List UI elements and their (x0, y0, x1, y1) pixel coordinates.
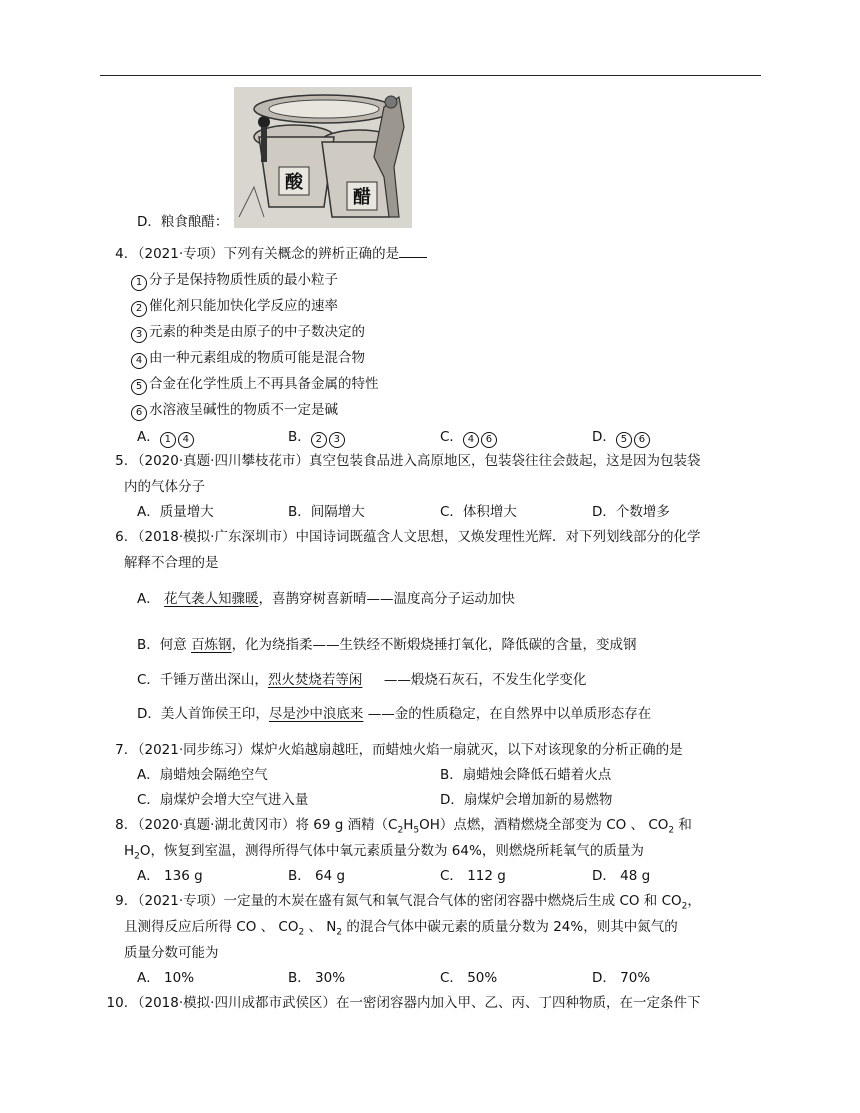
q4-option-c[interactable]: C． 4 6 (440, 428, 499, 448)
q6-stem-line1: （2018·模拟·广东深圳市）中国诗词既蕴含人文思想，又焕发理性光辉．对下列划线部分的化学 (131, 529, 701, 545)
q6-option-c[interactable]: C．千锤万凿出深山，烈火焚烧若等闲 ——煅烧石灰石，不发生化学变化 (137, 672, 587, 688)
q9-option-c[interactable]: C． 50% (440, 970, 498, 986)
q9-stem-line2: 且测得反应后所得 CO 、 $CO_2$ 、 $N_2$ 的混合气体中碳元素的质量分数为 24%，则其中氮气的 (124, 919, 678, 938)
q6-option-d[interactable]: D．美人首饰侯王印，尽是沙中浪底来 ——金的性质稳定，在自然界中以单质形态存在 (137, 706, 652, 722)
q4-option-d[interactable]: D． 5 6 (592, 428, 652, 448)
q8-option-b[interactable]: B． 64 g (288, 868, 346, 884)
q10-stem: （2018·模拟·四川成都市武侯区）在一密闭容器内加入甲、乙、丙、丁四种物质，在一定条件下 (131, 995, 701, 1011)
answer-blank[interactable] (399, 245, 427, 258)
q9-number: 9. (115, 893, 128, 909)
q7-option-a[interactable]: A．扇蜡烛会隔绝空气 (137, 767, 268, 783)
q5-stem-line1: （2020·真题·四川攀枝花市）真空包装食品进入高原地区，包装袋往往会鼓起，这是因为包装袋 (131, 453, 701, 469)
q9-stem-line3: 质量分数可能为 (124, 945, 219, 961)
q6-number: 6. (115, 529, 128, 545)
q4-item-6: 6 水溶液呈碱性的物质不一定是碱 (131, 401, 338, 421)
q8-option-c[interactable]: C． 112 g (440, 868, 506, 884)
q5-option-d[interactable]: D．个数增多 (592, 504, 670, 520)
q6-stem-line2: 解释不合理的是 (124, 555, 219, 571)
q7-option-b[interactable]: B．扇蜡烛会降低石蜡着火点 (440, 767, 612, 783)
q9-stem-line1: （2021·专项）一定量的木炭在盛有氮气和氧气混合气体的密闭容器中燃烧后生成 CO 和 $CO_2$， (131, 893, 701, 912)
q4-item-4: 4 由一种元素组成的物质可能是混合物 (131, 349, 365, 369)
q7-option-d[interactable]: D．扇煤炉会增加新的易燃物 (440, 792, 613, 808)
q5-number: 5. (115, 453, 128, 469)
q6-option-a[interactable]: A． 花气袭人知骤暖，喜鹊穿树喜新晴——温度高分子运动加快 (137, 591, 516, 607)
q7-option-c[interactable]: C．扇煤炉会增大空气进入量 (137, 792, 309, 808)
q4-number: 4. (115, 246, 128, 262)
q5-option-c[interactable]: C．体积增大 (440, 504, 517, 520)
q3-option-d: D．粮食酿醋： (137, 214, 229, 230)
q8-stem-line2: $H_2O$，恢复到室温，测得所得气体中氧元素质量分数为 64%，则燃烧所耗氧气的质量为 (124, 843, 644, 862)
q8-stem-line1: （2020·真题·湖北黄冈市）将 69 g 酒精$(C_2H_5OH)$点燃，酒精燃烧全部变为 CO 、 $CO_2$ 和 (131, 817, 692, 836)
q4-item-5: 5 合金在化学性质上不再具备金属的特性 (131, 375, 379, 395)
header-rule (100, 75, 761, 76)
q9-option-d[interactable]: D． 70% (592, 970, 651, 986)
image-label-2: 醋 (353, 187, 371, 208)
q5-option-a[interactable]: A．质量增大 (137, 504, 214, 520)
q7-number: 7. (115, 742, 128, 758)
q4-option-a[interactable]: A． 1 4 (137, 428, 196, 448)
q4-item-3: 3 元素的种类是由原子的中子数决定的 (131, 323, 365, 343)
q10-number: 10. (106, 995, 128, 1011)
q4-option-b[interactable]: B． 2 3 (288, 428, 347, 448)
vinegar-brewing-illustration (234, 87, 412, 228)
q5-stem-line2: 内的气体分子 (124, 479, 205, 495)
q6-option-b[interactable]: B．何意 百炼钢，化为绕指柔——生铁经不断煅烧捶打氧化，降低碳的含量，变成钢 (137, 637, 637, 653)
q9-option-b[interactable]: B． 30% (288, 970, 346, 986)
q8-option-d[interactable]: D． 48 g (592, 868, 651, 884)
image-label-1: 酸 (285, 172, 303, 193)
q8-option-a[interactable]: A． 136 g (137, 868, 203, 884)
q4-item-2: 2 催化剂只能加快化学反应的速率 (131, 297, 338, 317)
q5-option-b[interactable]: B．间隔增大 (288, 504, 365, 520)
q9-option-a[interactable]: A． 10% (137, 970, 195, 986)
q7-stem: （2021·同步练习）煤炉火焰越扇越旺，而蜡烛火焰一扇就灭，以下对该现象的分析正确的是 (131, 742, 683, 758)
q8-number: 8. (115, 817, 128, 833)
q4-stem: （2021·专项）下列有关概念的辨析正确的是 (131, 245, 427, 263)
q4-item-1: 1 分子是保持物质性质的最小粒子 (131, 271, 338, 291)
